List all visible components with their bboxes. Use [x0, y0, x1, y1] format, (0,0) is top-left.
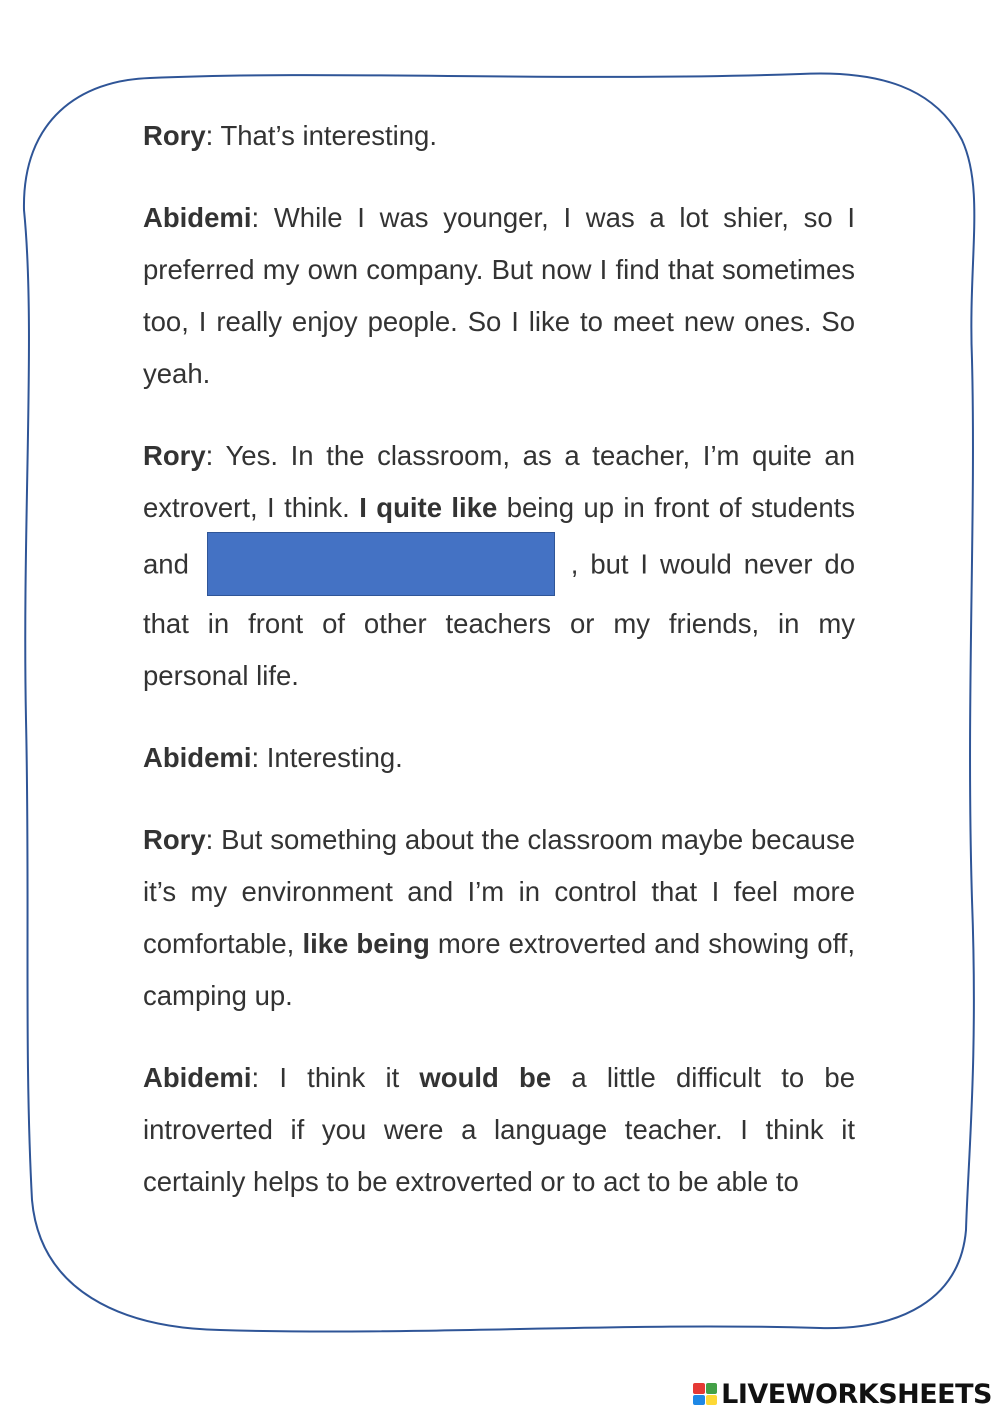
dialogue-line-rory-1: [143, 110, 855, 162]
dialogue-line-abidemi-2: [143, 732, 855, 784]
line-text: : Yes. In the classroom, as a teacher, I’m quite an extrovert, I think.: [143, 440, 855, 523]
line-text: : While I was younger, I was a lot shier, so I preferred my own company. But now I find that sometimes too, I really enjoy people. So I like to meet new ones. So yeah.: [143, 202, 855, 389]
line-text: more extroverted and showing off, camping up.: [143, 928, 856, 1011]
line-text: , but I would never do that in front of other teachers or my friends, in my personal life.: [143, 548, 855, 691]
brand-name: LIVEWORKSHEETS: [721, 1378, 992, 1410]
liveworksheets-logo: [693, 1379, 992, 1409]
answer-blank-input[interactable]: [207, 532, 555, 596]
line-text: a little difficult to be introverted if you were a language teacher. I think it certainly helps to be extroverted or to act to be able to: [143, 1062, 855, 1197]
speaker-name: Rory: [143, 824, 206, 855]
dialogue-line-rory-3: [143, 814, 855, 1022]
line-text: : I think it: [251, 1062, 420, 1093]
dialogue-line-abidemi-1: [143, 192, 855, 400]
line-text: being up in front of students and: [143, 492, 855, 580]
line-text: : That’s interesting.: [205, 120, 437, 151]
speaker-name: Abidemi: [143, 1062, 252, 1093]
speaker-name: Abidemi: [143, 202, 252, 233]
highlighted-phrase: would be: [419, 1062, 552, 1093]
highlighted-phrase: I quite like: [359, 492, 498, 523]
liveworksheets-logo-icon: [693, 1383, 717, 1405]
dialogue-line-rory-2: [143, 430, 855, 702]
speaker-name: Rory: [143, 440, 206, 471]
dialogue-line-abidemi-3: [143, 1052, 855, 1208]
dialogue-text: [143, 110, 855, 1238]
line-text: : But something about the classroom maybe because it’s my environment and I’m in control that I feel more comfortable,: [143, 824, 855, 959]
line-text: : Interesting.: [251, 742, 403, 773]
highlighted-phrase: like being: [302, 928, 430, 959]
speaker-name: Abidemi: [143, 742, 252, 773]
speaker-name: Rory: [143, 120, 206, 151]
